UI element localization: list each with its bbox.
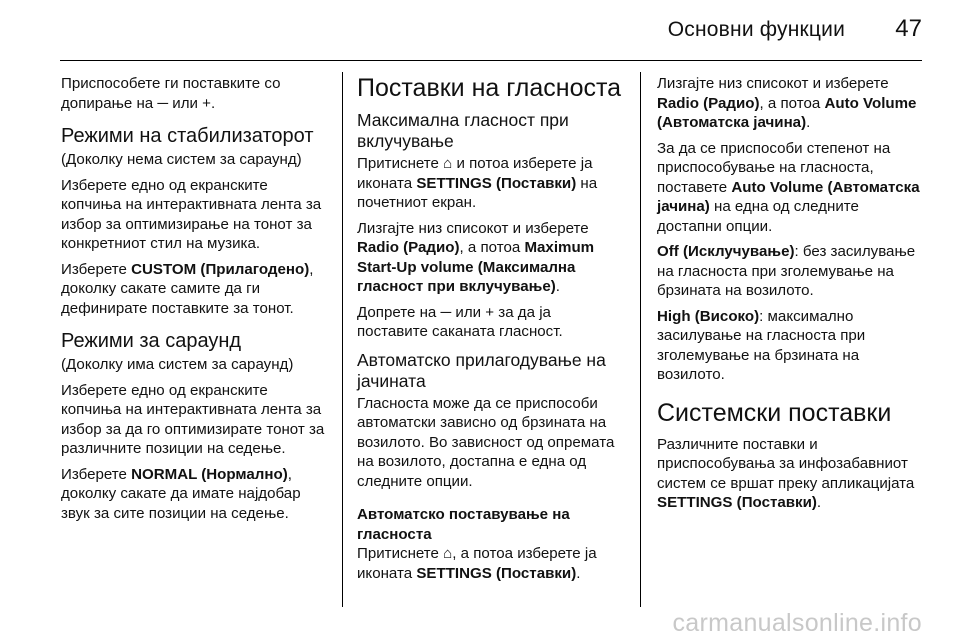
intro-paragraph: Приспособете ги поставките со допирање на ─ или +. xyxy=(61,75,281,112)
auto-volume-subheading: Автоматско поставување на гласноста xyxy=(357,506,570,543)
watermark: carmanualsonline.info xyxy=(672,609,922,637)
volume-settings-title: Поставки на гласноста xyxy=(357,74,622,102)
max-startup-volume-option: Maximum Start-Up volume (Максимална гласност при вклучување) xyxy=(357,239,595,295)
auto-volume-paragraph-1: Гласноста може да се приспособи автоматски зависно од брзината на возилото. Во зависност од опремата на возилото, достапна е една од следните опции. xyxy=(357,394,615,490)
home-icon: ⌂ xyxy=(443,155,453,172)
normal-option: NORMAL (Нормално) xyxy=(131,465,288,483)
equalizer-note: (Доколку нема систем за сараунд) xyxy=(61,151,302,168)
off-option: Off (Исклучување) xyxy=(657,243,795,260)
equalizer-paragraph-2: Изберете CUSTOM (Прилагодено), доколку сакате самите да ги дефинирате поставките за тонот. xyxy=(61,260,314,317)
settings-option: SETTINGS (Поставки) xyxy=(416,174,577,192)
column-divider-2 xyxy=(640,72,641,607)
minus-icon: ─ xyxy=(440,303,452,321)
settings-option: SETTINGS (Поставки) xyxy=(657,494,817,511)
surround-paragraph-1: Изберете едно од екранските копчиња на интерактивната лента за избор за да го оптимизирате тонот за различните позиции на седење. xyxy=(61,381,325,457)
page-number: 47 xyxy=(895,15,922,42)
auto-volume-heading: Автоматско прилагодување на јачината xyxy=(357,349,606,391)
minus-icon: ─ xyxy=(157,94,169,112)
system-settings-title: Системски поставки xyxy=(657,398,892,427)
equalizer-heading: Режими на стабилизаторот xyxy=(61,125,314,147)
surround-heading: Режими за сараунд xyxy=(61,330,242,352)
settings-option: SETTINGS (Поставки) xyxy=(416,564,577,582)
auto-volume-paragraph-4: За да се приспособи степенот на приспособување на гласноста, поставете Auto Volume (Автоматска јачина) на една од следните достапни опции. xyxy=(657,139,920,235)
page-header xyxy=(0,0,960,62)
home-icon: ⌂ xyxy=(443,545,453,562)
off-option-paragraph: Off (Исклучување): без засилување на гласноста при зголемување на брзината на возилото. xyxy=(657,243,916,299)
section-title: Основни функции xyxy=(667,18,845,41)
equalizer-paragraph-1: Изберете едно од екранските копчиња на интерактивната лента за избор за оптимизирање на тонот за конкретниот стил на музика. xyxy=(61,176,322,252)
column-divider-1 xyxy=(342,72,343,607)
high-option-paragraph: High (Високо): максимално засилување на гласноста при зголемување на брзината на возилото. xyxy=(657,307,866,383)
high-option: High (Високо) xyxy=(657,307,760,325)
auto-volume-option: Auto Volume (Автоматска јачина) xyxy=(657,94,917,131)
max-volume-paragraph-1: Притиснете ⌂ и потоа изберете ја иконата SETTINGS (Поставки) на почетниот екран. xyxy=(357,155,598,211)
max-volume-paragraph-2: Лизгајте низ списокот и изберете Radio (Радио), а потоа Maximum Start-Up volume (Максимална гласност при вклучување). xyxy=(357,219,595,295)
radio-option: Radio (Радио) xyxy=(357,239,460,256)
header-divider xyxy=(60,60,922,61)
auto-volume-paragraph-3: Лизгајте низ списокот и изберете Radio (Радио), а потоа Auto Volume (Автоматска јачина). xyxy=(657,75,917,131)
max-volume-paragraph-3: Допрете на ─ или + за да ја поставите саканата гласност. xyxy=(357,303,563,340)
column-2 xyxy=(357,74,625,589)
plus-icon: + xyxy=(485,303,495,321)
column-1 xyxy=(61,74,331,529)
surround-note: (Доколку има систем за сараунд) xyxy=(61,356,294,373)
surround-paragraph-2: Изберете NORMAL (Нормално), доколку сакате да имате најдобар звук за сите позиции на седење. xyxy=(61,465,301,522)
auto-volume-paragraph-2: Притиснете ⌂, а потоа изберете ја иконата SETTINGS (Поставки). xyxy=(357,545,597,582)
system-settings-paragraph: Различните поставки и приспособувања за инфозабавниот систем се вршат преку апликацијата SETTINGS (Поставки). xyxy=(657,435,915,511)
max-volume-heading: Максимална гласност при вклучување xyxy=(357,110,569,151)
auto-volume-option: Auto Volume (Автоматска јачина) xyxy=(657,178,920,215)
radio-option: Radio (Радио) xyxy=(657,94,760,112)
column-3 xyxy=(657,74,925,519)
custom-option: CUSTOM (Прилагодено) xyxy=(131,260,310,278)
plus-icon: + xyxy=(202,94,211,112)
